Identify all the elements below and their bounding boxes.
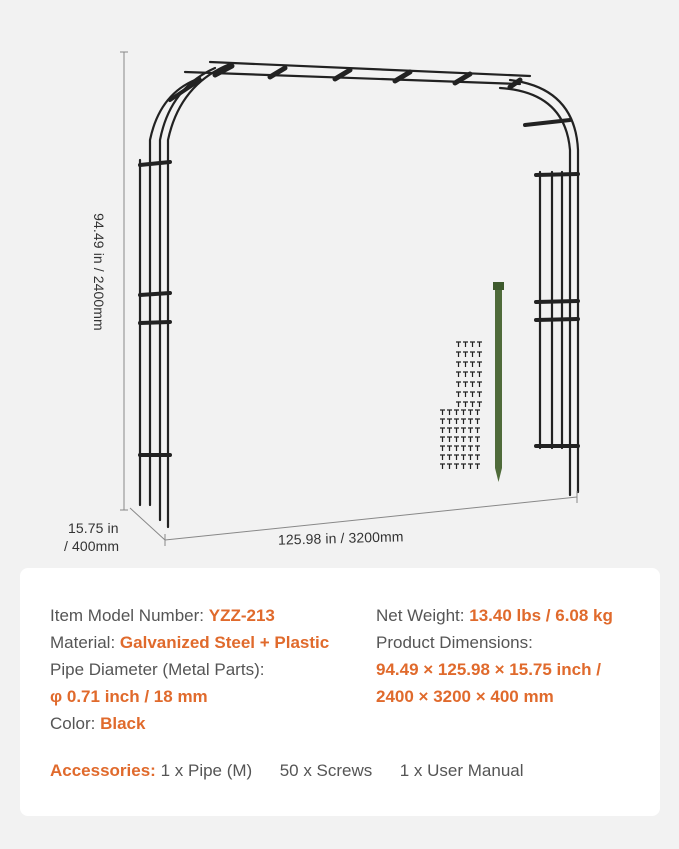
screw-icon <box>477 342 482 347</box>
screw-icon <box>463 392 468 397</box>
screw-icon <box>463 352 468 357</box>
accessory-item: 1 x User Manual <box>399 761 524 780</box>
screws <box>440 342 482 469</box>
screw-icon <box>461 419 466 424</box>
screw-icon <box>475 464 480 469</box>
screw-icon <box>477 372 482 377</box>
screw-icon <box>463 362 468 367</box>
screw-icon <box>470 382 475 387</box>
screw-icon <box>454 455 459 460</box>
model-value: YZZ-213 <box>208 606 275 625</box>
accessories-row <box>50 761 524 781</box>
screw-icon <box>470 402 475 407</box>
screw-icon <box>456 372 461 377</box>
screw-icon <box>463 402 468 407</box>
screw-icon <box>454 410 459 415</box>
screw-icon <box>475 410 480 415</box>
dims-value-line2: 2400 × 3200 × 400 mm <box>376 687 554 706</box>
screw-icon <box>440 464 445 469</box>
pipe-value: φ 0.71 inch / 18 mm <box>50 687 208 706</box>
screw-icon <box>468 464 473 469</box>
screw-icon <box>468 410 473 415</box>
screw-icon <box>475 437 480 442</box>
spec-card <box>20 568 660 816</box>
screw-icon <box>468 437 473 442</box>
screw-icon <box>440 428 445 433</box>
screw-icon <box>440 455 445 460</box>
screw-icon <box>440 419 445 424</box>
color-label: Color: <box>50 714 96 733</box>
height-dimension: 94.49 in / 2400mm <box>91 213 107 331</box>
screw-icon <box>468 428 473 433</box>
accessory-item: 50 x Screws <box>279 761 373 780</box>
screw-icon <box>470 392 475 397</box>
screw-icon <box>440 446 445 451</box>
dims-value-line1: 94.49 × 125.98 × 15.75 inch / <box>376 660 601 679</box>
screw-icon <box>461 410 466 415</box>
screw-icon <box>447 428 452 433</box>
screw-icon <box>477 352 482 357</box>
screw-icon <box>454 437 459 442</box>
screw-icon <box>456 362 461 367</box>
color-row <box>50 714 145 734</box>
screw-icon <box>463 382 468 387</box>
screw-icon <box>463 372 468 377</box>
screw-icon <box>456 382 461 387</box>
screw-icon <box>447 446 452 451</box>
screw-icon <box>454 419 459 424</box>
screw-icon <box>475 428 480 433</box>
screw-icon <box>463 342 468 347</box>
screw-icon <box>470 372 475 377</box>
weight-label: Net Weight: <box>376 606 465 625</box>
screw-icon <box>454 428 459 433</box>
pipe-label: Pipe Diameter (Metal Parts): <box>50 660 265 679</box>
screw-icon <box>477 382 482 387</box>
screw-icon <box>461 437 466 442</box>
color-value: Black <box>100 714 146 733</box>
screw-icon <box>461 455 466 460</box>
screw-icon <box>447 455 452 460</box>
weight-row <box>376 606 613 626</box>
arch-frame <box>140 62 578 527</box>
screw-icon <box>447 464 452 469</box>
screw-icon <box>477 402 482 407</box>
weight-value: 13.40 lbs / 6.08 kg <box>469 606 613 625</box>
screw-icon <box>468 419 473 424</box>
screw-icon <box>440 410 445 415</box>
screw-icon <box>447 419 452 424</box>
depth-dimension-inch: 15.75 in <box>68 520 119 536</box>
screw-icon <box>456 392 461 397</box>
ground-stake <box>493 282 504 482</box>
screw-icon <box>454 464 459 469</box>
screw-icon <box>475 446 480 451</box>
screw-icon <box>456 352 461 357</box>
model-row <box>50 606 275 626</box>
screw-icon <box>470 342 475 347</box>
screw-icon <box>461 464 466 469</box>
screw-icon <box>456 402 461 407</box>
dimension-lines <box>120 52 577 546</box>
screw-icon <box>456 342 461 347</box>
screw-icon <box>461 428 466 433</box>
screw-icon <box>461 446 466 451</box>
screw-icon <box>470 352 475 357</box>
screw-icon <box>440 437 445 442</box>
screw-icon <box>447 410 452 415</box>
material-label: Material: <box>50 633 116 652</box>
screw-icon <box>470 362 475 367</box>
dims-label: Product Dimensions: <box>376 633 533 652</box>
screw-icon <box>454 446 459 451</box>
accessory-item: 1 x Pipe (M) <box>160 761 253 780</box>
screw-icon <box>477 392 482 397</box>
accessories-label: Accessories: <box>50 761 156 780</box>
width-dimension: 125.98 in / 3200mm <box>277 528 404 548</box>
material-value: Galvanized Steel + Plastic <box>119 633 330 652</box>
screw-icon <box>475 419 480 424</box>
screw-icon <box>468 446 473 451</box>
model-label: Item Model Number: <box>50 606 204 625</box>
screw-icon <box>477 362 482 367</box>
depth-dimension-mm: / 400mm <box>64 538 120 554</box>
screw-icon <box>447 437 452 442</box>
material-row <box>50 633 329 653</box>
screw-icon <box>468 455 473 460</box>
screw-icon <box>475 455 480 460</box>
